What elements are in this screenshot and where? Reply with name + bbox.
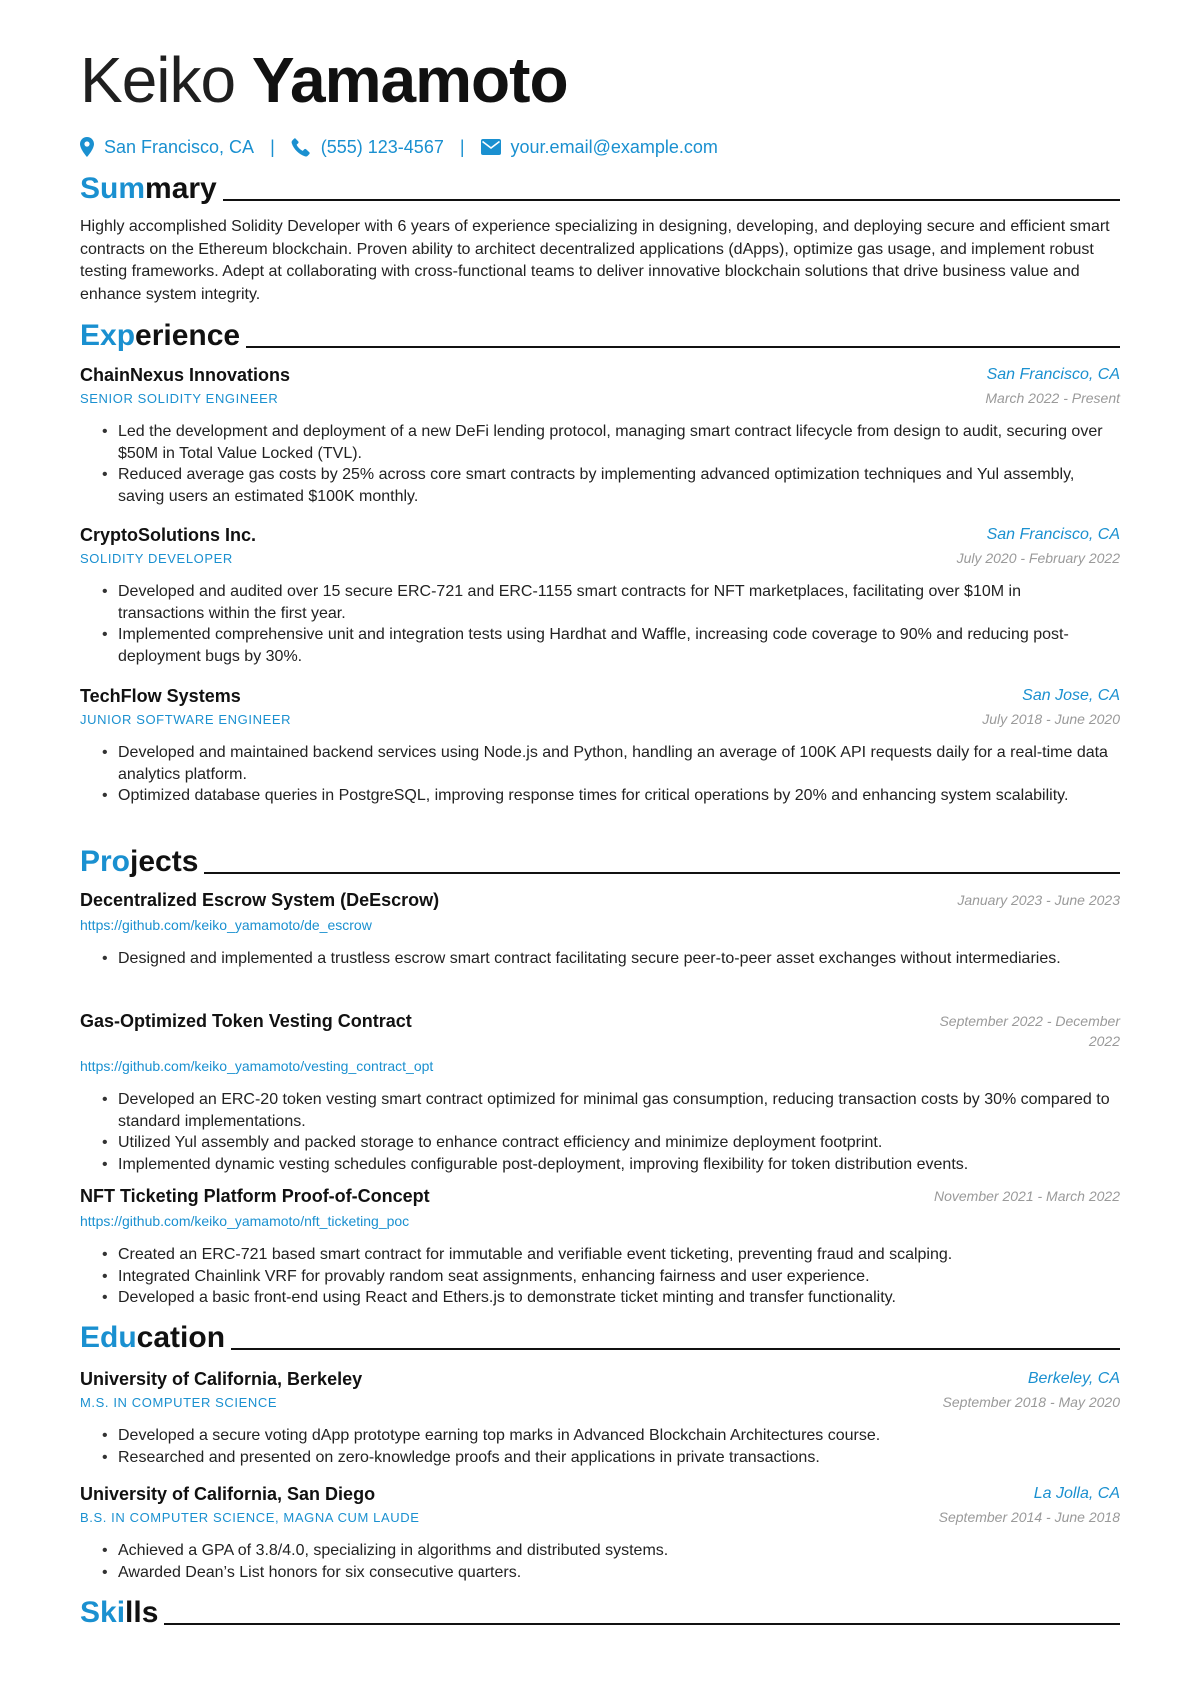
- email-text: your.email@example.com: [510, 136, 718, 157]
- contact-location: [80, 137, 254, 158]
- section-summary-heading: [80, 170, 1120, 206]
- candidate-name: [80, 44, 568, 116]
- project-entry: [80, 1011, 1120, 1175]
- contact-separator: |: [459, 136, 465, 157]
- degree: B.S. IN COMPUTER SCIENCE, MAGNA CUM LAUDE: [80, 1509, 420, 1525]
- section-divider: [223, 199, 1120, 201]
- phone-icon: [291, 137, 311, 157]
- degree: M.S. IN COMPUTER SCIENCE: [80, 1394, 278, 1410]
- section-title: Skills: [80, 1596, 159, 1629]
- bullet-item: • Implemented dynamic vesting schedules configurable post-deployment, improving flexibility for token distribution events.: [118, 1154, 1120, 1176]
- bullet-item: • Developed and maintained backend services using Node.js and Python, handling an average of 100K API requests daily for a real-time data analytics platform.: [118, 742, 1120, 785]
- location-text: San Francisco, CA: [104, 136, 255, 157]
- bullet-item: • Reduced average gas costs by 25% across core smart contracts by implementing advanced optimization techniques and Yul assembly, saving users an estimated $100K monthly.: [118, 464, 1120, 507]
- bullet-item: • Developed a basic front-end using React and Ethers.js to demonstrate ticket minting and transfer functionality.: [118, 1287, 1120, 1309]
- section-title: Education: [80, 1321, 226, 1354]
- school-location: Berkeley, CA: [1027, 1370, 1120, 1387]
- last-name: Yamamoto: [251, 44, 568, 116]
- project-link[interactable]: https://github.com/keiko_yamamoto/vesting_contract_opt: [80, 1058, 434, 1074]
- school-dates: September 2014 - June 2018: [938, 1509, 1120, 1525]
- contact-bar: [80, 134, 718, 160]
- company-name: CryptoSolutions Inc.: [80, 524, 257, 545]
- experience-entry: [80, 523, 1120, 667]
- section-projects-heading: [80, 843, 1120, 879]
- bullet-item: • Led the development and deployment of a new DeFi lending protocol, managing smart contract lifecycle from design to audit, securing over $50M in Total Value Locked (TVL).: [118, 421, 1120, 464]
- bullet-item: • Researched and presented on zero-knowledge proofs and their applications in private transactions.: [118, 1447, 1120, 1469]
- bullet-item: • Optimized database queries in PostgreSQL, improving response times for critical operations by 20% and enhancing system scalability.: [118, 785, 1120, 807]
- job-location: San Jose, CA: [1022, 687, 1120, 704]
- section-title: Summary: [80, 172, 217, 205]
- section-experience-heading: [80, 317, 1120, 353]
- section-divider: [204, 872, 1120, 874]
- project-dates: January 2023 - June 2023: [957, 892, 1120, 908]
- project-link[interactable]: https://github.com/keiko_yamamoto/de_escrow: [80, 917, 372, 933]
- job-title: JUNIOR SOFTWARE ENGINEER: [80, 711, 292, 727]
- envelope-icon: [481, 139, 501, 155]
- job-dates: July 2020 - February 2022: [956, 550, 1120, 566]
- section-title: Projects: [80, 845, 199, 878]
- education-entry: [80, 1367, 1120, 1468]
- school-name: University of California, San Diego: [80, 1483, 376, 1504]
- contact-separator: |: [270, 136, 275, 157]
- bullet-item: • Integrated Chainlink VRF for provably random seat assignments, enhancing fairness and user experience.: [118, 1266, 1120, 1288]
- summary-text: Highly accomplished Solidity Developer with 6 years of experience specializing in designing, developing, and deploying secure and efficient smart contracts on the Ethereum blockchain. Proven ability to architect decentralized applications (dApps), optimize gas usage, and implement robust testing frameworks. Adept at collaborating with cross-functional teams to deliver innovative blockchain solutions that drive business value and enhance system integrity.: [80, 218, 1110, 303]
- bullet-list: [80, 948, 1120, 970]
- project-name: Gas-Optimized Token Vesting Contract: [80, 1011, 412, 1031]
- bullet-list: [80, 1089, 1120, 1175]
- company-name: TechFlow Systems: [80, 685, 241, 706]
- project-entry: [80, 890, 1120, 970]
- bullet-item: • Utilized Yul assembly and packed storage to enhance contract efficiency and minimize deployment footprint.: [118, 1132, 1120, 1154]
- project-dates: November 2021 - March 2022: [934, 1188, 1120, 1204]
- project-name: Decentralized Escrow System (DeEscrow): [80, 890, 440, 910]
- section-title: Experience: [80, 319, 241, 352]
- school-name: University of California, Berkeley: [80, 1368, 363, 1389]
- contact-phone[interactable]: [291, 137, 444, 158]
- bullet-list: [80, 1425, 1120, 1468]
- bullet-list: [80, 1540, 1120, 1583]
- job-title: SENIOR SOLIDITY ENGINEER: [80, 390, 279, 406]
- project-name: NFT Ticketing Platform Proof-of-Concept: [80, 1186, 430, 1206]
- project-entry: [80, 1186, 1120, 1309]
- section-divider: [164, 1623, 1120, 1625]
- section-skills-heading: [80, 1594, 1120, 1630]
- job-dates: March 2022 - Present: [985, 390, 1120, 406]
- project-link[interactable]: https://github.com/keiko_yamamoto/nft_ticketing_poc: [80, 1213, 410, 1229]
- bullet-item: • Achieved a GPA of 3.8/4.0, specializing in algorithms and distributed systems.: [118, 1540, 1120, 1562]
- map-pin-icon: [80, 137, 94, 157]
- contact-email[interactable]: [481, 137, 718, 158]
- bullet-list: [80, 1244, 1120, 1309]
- school-dates: September 2018 - May 2020: [942, 1394, 1120, 1410]
- bullet-list: [80, 581, 1120, 667]
- bullet-item: • Implemented comprehensive unit and integration tests using Hardhat and Waffle, increasing code coverage to 90% and reducing post-deployment bugs by 30%.: [118, 624, 1120, 667]
- job-location: San Francisco, CA: [986, 366, 1120, 383]
- job-dates: July 2018 - June 2020: [982, 711, 1120, 727]
- section-divider: [246, 346, 1120, 348]
- project-dates: September 2022 - December 2022: [939, 1013, 1120, 1049]
- first-name: Keiko: [80, 44, 236, 116]
- bullet-item: • Designed and implemented a trustless escrow smart contract facilitating secure peer-to-peer asset exchanges without intermediaries.: [118, 948, 1120, 970]
- job-title: SOLIDITY DEVELOPER: [80, 550, 233, 566]
- bullet-item: • Created an ERC-721 based smart contract for immutable and verifiable event ticketing, preventing fraud and scalping.: [118, 1244, 1120, 1266]
- bullet-item: • Awarded Dean’s List honors for six consecutive quarters.: [118, 1562, 1120, 1584]
- school-location: La Jolla, CA: [1033, 1485, 1120, 1502]
- experience-entry: [80, 363, 1120, 507]
- bullet-item: • Developed and audited over 15 secure ERC-721 and ERC-1155 smart contracts for NFT marketplaces, facilitating over $10M in transactions within the first year.: [118, 581, 1120, 624]
- education-entry: [80, 1482, 1120, 1583]
- bullet-item: • Developed a secure voting dApp prototype earning top marks in Advanced Blockchain Architectures course.: [118, 1425, 1120, 1447]
- company-name: ChainNexus Innovations: [80, 364, 291, 385]
- bullet-list: [80, 742, 1120, 807]
- phone-text: (555) 123-4567: [320, 136, 444, 157]
- section-divider: [231, 1348, 1120, 1350]
- bullet-list: [80, 421, 1120, 507]
- bullet-item: • Developed an ERC-20 token vesting smart contract optimized for minimal gas consumption, reducing transaction costs by 30% compared to standard implementations.: [118, 1089, 1120, 1132]
- section-education-heading: [80, 1319, 1120, 1355]
- job-location: San Francisco, CA: [986, 526, 1120, 543]
- experience-entry: [80, 684, 1120, 807]
